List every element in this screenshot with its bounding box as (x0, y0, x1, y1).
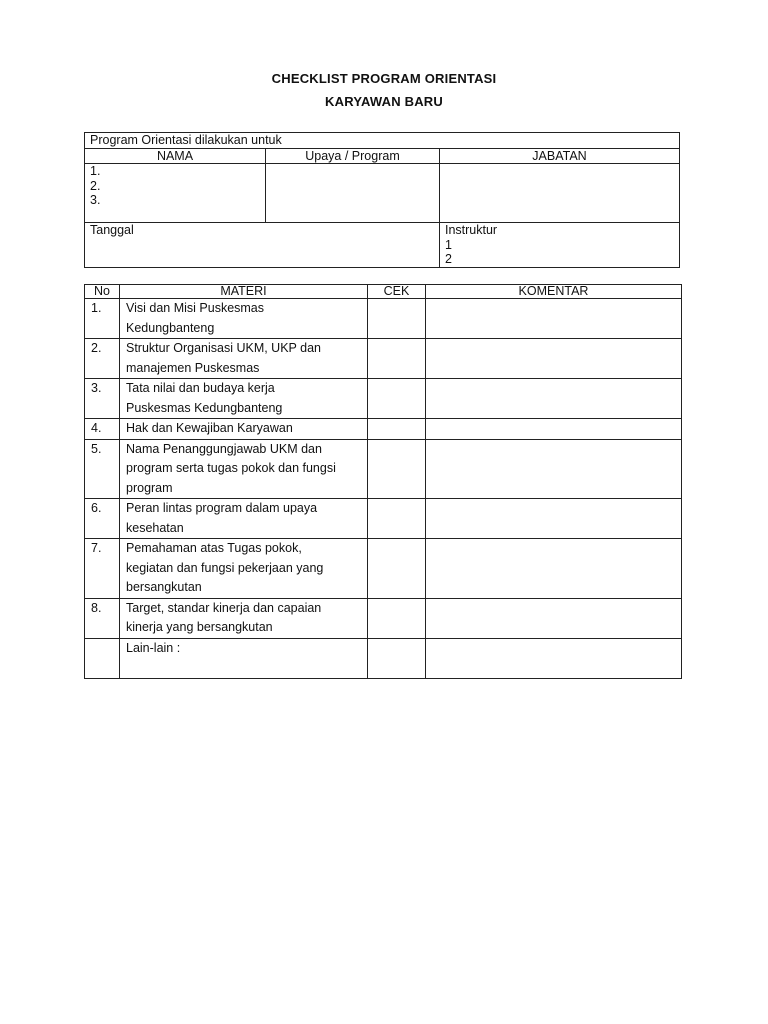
materi-text: Target, standar kinerja dan capaian (126, 600, 322, 615)
nama-item: 2. (90, 178, 101, 193)
col-jabatan-header: JABATAN (440, 148, 680, 164)
cek-cell[interactable] (368, 379, 426, 419)
document-title-line1: CHECKLIST PROGRAM ORIENTASI (271, 71, 497, 86)
materi-cell (120, 299, 368, 339)
tanggal-cell[interactable] (85, 223, 440, 268)
materi-text: kesehatan (126, 520, 184, 535)
cek-cell[interactable] (368, 638, 426, 678)
nama-item: 1. (90, 164, 101, 178)
instruktur-item: 1 (445, 237, 452, 252)
materi-text: Kedungbanteng (126, 320, 215, 335)
participant-table (84, 132, 680, 268)
materi-cell (120, 379, 368, 419)
materi-cell (120, 439, 368, 499)
materi-cell (120, 638, 368, 678)
cek-cell[interactable] (368, 539, 426, 599)
table-row (85, 499, 682, 539)
upaya-cell[interactable] (266, 164, 440, 223)
materi-text: Pemahaman atas Tugas pokok, (126, 541, 302, 555)
komentar-cell[interactable] (426, 439, 682, 499)
materi-cell (120, 598, 368, 638)
komentar-cell[interactable] (426, 339, 682, 379)
komentar-cell[interactable] (426, 419, 682, 440)
nama-item: 3. (90, 193, 101, 207)
materi-text: Puskesmas Kedungbanteng (126, 400, 283, 415)
row-number: 3. (85, 379, 120, 419)
jabatan-cell[interactable] (440, 164, 680, 223)
table-row (85, 299, 682, 339)
materi-text: kegiatan dan fungsi pekerjaan yang (126, 560, 324, 575)
materi-cell (120, 539, 368, 599)
cek-cell[interactable] (368, 419, 426, 440)
row-number: 2. (85, 339, 120, 379)
materi-text: Visi dan Misi Puskesmas (126, 301, 265, 315)
materi-text: Lain-lain : (126, 640, 181, 655)
table-row (85, 339, 682, 379)
komentar-cell[interactable] (426, 299, 682, 339)
materi-text: Tata nilai dan budaya kerja (126, 381, 275, 395)
table-row (85, 439, 682, 499)
col-nama-header: NAMA (85, 148, 266, 164)
materi-text: Peran lintas program dalam upaya (126, 501, 318, 515)
program-label: Program Orientasi dilakukan untuk (85, 133, 680, 149)
col-upaya-header: Upaya / Program (266, 148, 440, 164)
row-number: 6. (85, 499, 120, 539)
row-number: 5. (85, 439, 120, 499)
materi-cell (120, 419, 368, 440)
cek-cell[interactable] (368, 339, 426, 379)
table-row (85, 419, 682, 440)
table-row (85, 379, 682, 419)
table-row (85, 598, 682, 638)
col-cek-header: CEK (368, 285, 426, 299)
cek-cell[interactable] (368, 598, 426, 638)
materi-text: program serta tugas pokok dan fungsi (126, 461, 336, 475)
nama-cell[interactable] (85, 164, 266, 223)
materi-text: kinerja yang bersangkutan (126, 620, 273, 634)
cek-cell[interactable] (368, 299, 426, 339)
cek-cell[interactable] (368, 439, 426, 499)
materi-text: program (126, 480, 173, 495)
komentar-cell[interactable] (426, 539, 682, 599)
col-komentar-header: KOMENTAR (426, 285, 682, 299)
document-title-line2: KARYAWAN BARU (325, 94, 443, 109)
materi-text: Struktur Organisasi UKM, UKP dan (126, 341, 321, 355)
instruktur-cell[interactable] (440, 223, 680, 268)
row-number: 8. (85, 598, 120, 638)
table-row (85, 638, 682, 678)
komentar-cell[interactable] (426, 598, 682, 638)
row-number (85, 638, 120, 678)
materi-text: manajemen Puskesmas (126, 360, 260, 375)
col-no-header: No (85, 285, 120, 299)
komentar-cell[interactable] (426, 638, 682, 678)
tanggal-label: Tanggal (90, 223, 134, 237)
row-number: 4. (85, 419, 120, 440)
row-number: 1. (85, 299, 120, 339)
materi-cell (120, 499, 368, 539)
materi-text: bersangkutan (126, 580, 202, 594)
table-row (85, 539, 682, 599)
row-number: 7. (85, 539, 120, 599)
instruktur-item: 2 (445, 252, 452, 266)
instruktur-label: Instruktur (445, 223, 498, 237)
materi-checklist-table (84, 284, 682, 679)
materi-text (126, 658, 362, 678)
materi-cell (120, 339, 368, 379)
komentar-cell[interactable] (426, 499, 682, 539)
materi-text: Hak dan Kewajiban Karyawan (126, 421, 293, 435)
col-materi-header: MATERI (120, 285, 368, 299)
cek-cell[interactable] (368, 499, 426, 539)
materi-text: Nama Penanggungjawab UKM dan (126, 441, 322, 456)
komentar-cell[interactable] (426, 379, 682, 419)
